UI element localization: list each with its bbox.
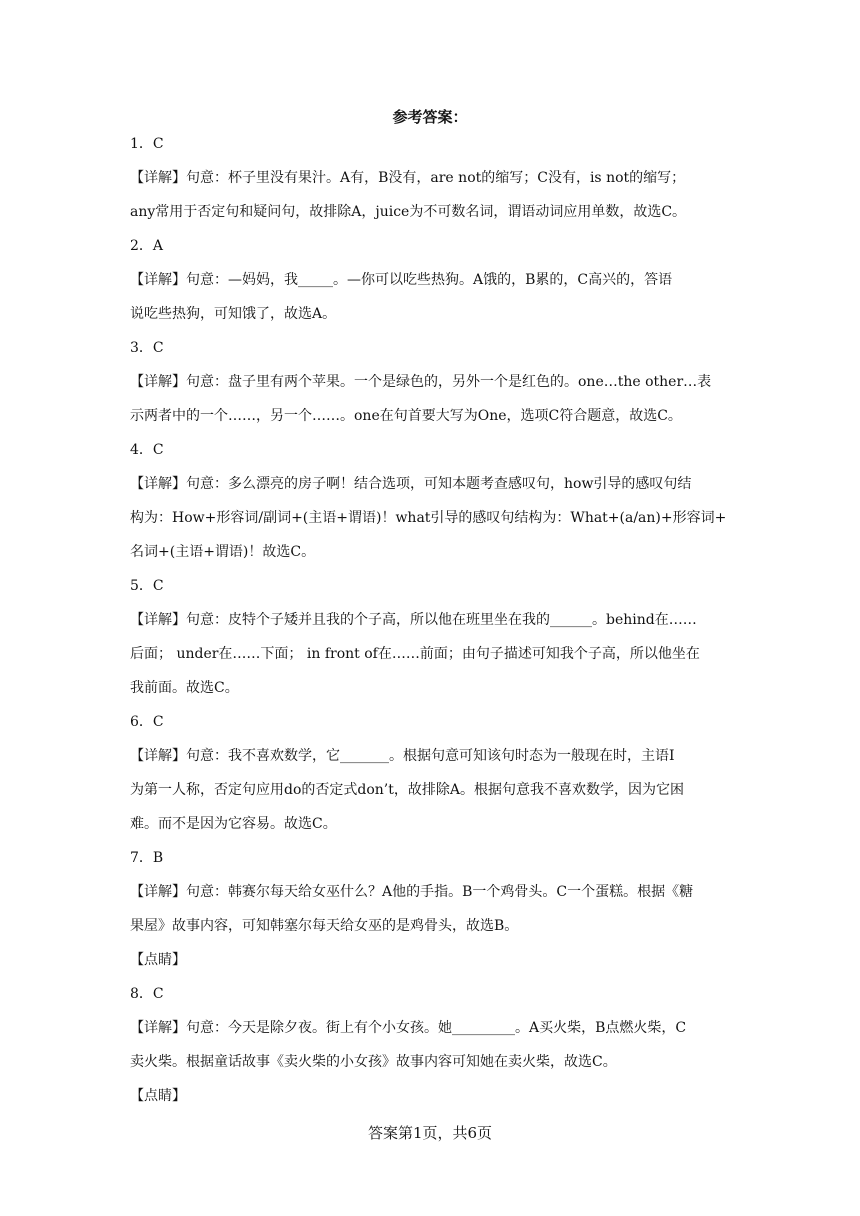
- explanation-line: 名词+(主语+谓语)！故选C。: [130, 544, 316, 560]
- page-footer: 答案第1页，共6页: [367, 1124, 493, 1142]
- answer-number: 5．C: [130, 578, 164, 594]
- answer-number: 4．C: [130, 442, 164, 458]
- answer-item: [130, 711, 730, 835]
- page-title: 参考答案：: [392, 108, 468, 126]
- answer-number: 8．C: [130, 986, 164, 1002]
- explanation-line: 示两者中的一个……，另一个……。one在句首要大写为One，选项C符合题意，故选C。: [130, 408, 682, 424]
- explanation-line: 【详解】句意：皮特个子矮并且我的个子高，所以他在班里坐在我的______。behind在……: [130, 612, 697, 628]
- answer-number: 3．C: [130, 340, 164, 356]
- answer-number: 6．C: [130, 714, 164, 730]
- answer-number: 2．A: [130, 238, 164, 254]
- answer-item: [130, 847, 730, 971]
- explanation-line: 我前面。故选C。: [130, 680, 239, 696]
- answer-item: [130, 133, 730, 223]
- answer-item: [130, 337, 730, 427]
- explanation-line: 【点睛】: [130, 1088, 186, 1104]
- explanation-line: 果屋》故事内容，可知韩塞尔每天给女巫的是鸡骨头，故选B。: [130, 918, 519, 934]
- explanation-line: any常用于否定句和疑问句，故排除A，juice为不可数名词，谓语动词应用单数，故选C。: [130, 204, 687, 220]
- explanation-line: 构为：How+形容词/副词+(主语+谓语)！what引导的感叹句结构为：What+(a/an)+形容词+: [130, 510, 727, 526]
- answer-item: [130, 575, 730, 699]
- explanation-line: 难。而不是因为它容易。故选C。: [130, 816, 337, 832]
- explanation-line: 为第一人称，否定句应用do的否定式don’t，故排除A。根据句意我不喜欢数学，因为它困: [130, 782, 684, 798]
- explanation-line: 说吃些热狗，可知饿了，故选A。: [130, 306, 337, 322]
- answer-item: [130, 439, 730, 563]
- answer-list: [130, 133, 730, 1119]
- explanation-line: 【详解】句意：盘子里有两个苹果。一个是绿色的，另外一个是红色的。one…the other…表: [130, 374, 712, 390]
- explanation-line: 【详解】句意：我不喜欢数学，它_______。根据句意可知该句时态为一般现在时，主语I: [130, 748, 675, 764]
- explanation-line: 卖火柴。根据童话故事《卖火柴的小女孩》故事内容可知她在卖火柴，故选C。: [130, 1054, 617, 1070]
- explanation-line: 【详解】句意：—妈妈，我_____。—你可以吃些热狗。A饿的，B累的，C高兴的，答语: [130, 272, 673, 288]
- explanation-line: 【详解】句意：韩赛尔每天给女巫什么？A他的手指。B一个鸡骨头。C一个蛋糕。根据《糖: [130, 884, 694, 900]
- answer-item: [130, 235, 730, 325]
- explanation-line: 【详解】句意：今天是除夕夜。街上有个小女孩。她_________。A买火柴，B点燃火柴，C: [130, 1020, 687, 1036]
- answer-number: 7．B: [130, 850, 164, 866]
- explanation-line: 后面； under在……下面； in front of在……前面；由句子描述可知我个子高，所以他坐在: [130, 646, 700, 662]
- explanation-line: 【详解】句意：杯子里没有果汁。A有，B没有，are not的缩写；C没有，is not的缩写；: [130, 170, 686, 186]
- answer-number: 1．C: [130, 136, 164, 152]
- explanation-line: 【点睛】: [130, 952, 186, 968]
- explanation-line: 【详解】句意：多么漂亮的房子啊！结合选项，可知本题考查感叹句，how引导的感叹句结: [130, 476, 692, 492]
- answer-item: [130, 983, 730, 1107]
